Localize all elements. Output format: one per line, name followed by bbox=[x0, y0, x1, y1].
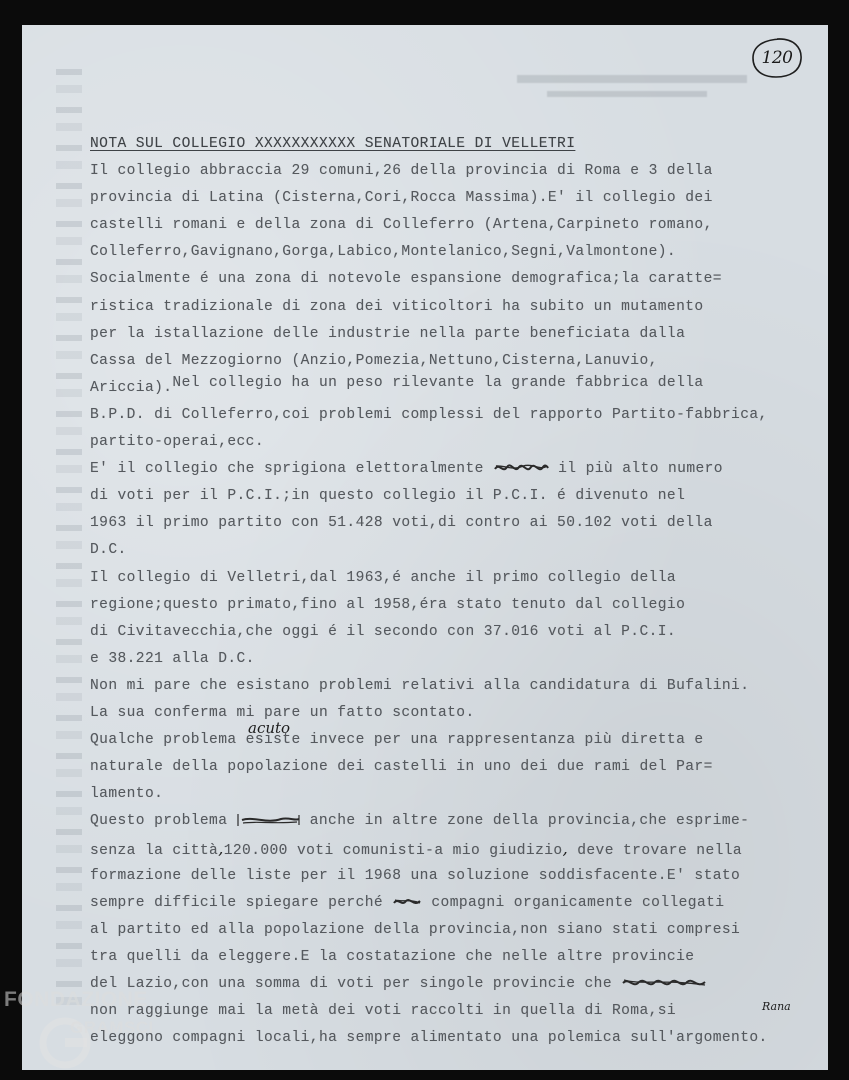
text-line: Il collegio di Velletri,dal 1963,é anche il primo collegio della bbox=[90, 569, 677, 586]
text-line bbox=[90, 456, 800, 483]
handwritten-margin-note: Rana bbox=[762, 1000, 791, 1013]
text-line: tra quelli da eleggere.E la costatazione che nelle altre provincie bbox=[90, 948, 695, 965]
text-line: per la istallazione delle industrie nella parte beneficiata dalla bbox=[90, 325, 686, 342]
strikeout-scribble-icon bbox=[621, 975, 707, 991]
text-line bbox=[90, 835, 800, 862]
text-line: Socialmente é una zona di notevole espansione demografica;la caratte= bbox=[90, 271, 722, 288]
text-fragment: Ariccia). bbox=[90, 379, 173, 396]
page-number: 120 bbox=[761, 48, 793, 68]
page-number-circle bbox=[750, 36, 804, 80]
handwritten-insertion: acuto bbox=[248, 719, 291, 737]
text-fragment: compagni organicamente collegati bbox=[431, 894, 725, 911]
text-line: Cassa del Mezzogiorno (Anzio,Pomezia,Nettuno,Cisterna,Lanuvio, bbox=[90, 352, 658, 369]
text-fragment: del Lazio,con una somma di voti per singole provincie che bbox=[90, 975, 612, 992]
handwritten-comma: , bbox=[218, 839, 224, 859]
text-line: Colleferro,Gavignano,Gorga,Labico,Montelanico,Segni,Valmontone). bbox=[90, 244, 677, 261]
text-line: di Civitavecchia,che oggi é il secondo con 37.016 voti al P.C.I. bbox=[90, 623, 677, 640]
text-line: 1963 il primo partito con 51.428 voti,di contro ai 50.102 voti della bbox=[90, 515, 713, 532]
document-title: NOTA SUL COLLEGIO XXXXXXXXXXX SENATORIALE DI VELLETRI bbox=[90, 136, 576, 152]
text-line: eleggono compagni locali,ha sempre alimentato una polemica sull'argomento. bbox=[90, 1030, 768, 1047]
watermark-line2: GRAMSCI bbox=[70, 1018, 154, 1037]
text-line: castelli romani e della zona di Colleferro (Artena,Carpineto romano, bbox=[90, 217, 713, 234]
text-fragment: sempre difficile spiegare perché bbox=[90, 894, 384, 911]
text-line: regione;questo primato,fino al 1958,éra stato tenuto dal collegio bbox=[90, 596, 686, 613]
text-line: partito-operai,ecc. bbox=[90, 434, 264, 451]
text-line: Non mi pare che esistano problemi relativi alla candidatura di Bufalini. bbox=[90, 677, 750, 694]
text-line: D.C. bbox=[90, 542, 127, 559]
text-line bbox=[90, 808, 800, 835]
text-line: Il collegio abbraccia 29 comuni,26 della provincia di Roma e 3 della bbox=[90, 163, 713, 180]
text-fragment: il più alto numero bbox=[558, 461, 723, 478]
text-line: B.P.D. di Colleferro,coi problemi complessi del rapporto Partito-fabbrica, bbox=[90, 406, 768, 423]
text-line bbox=[90, 890, 800, 917]
text-fragment: Nel collegio ha un peso rilevante la grande fabbrica della bbox=[172, 374, 704, 391]
text-line bbox=[90, 375, 800, 402]
text-line: Qualche problema esiste invece per una rappresentanza più diretta e bbox=[90, 732, 704, 749]
show-through-marks bbox=[56, 55, 82, 1015]
document-page bbox=[22, 25, 828, 1070]
text-fragment: Questo problema bbox=[90, 813, 228, 830]
typed-body bbox=[90, 131, 800, 1052]
strikeout-scribble-icon bbox=[237, 812, 301, 828]
text-line: non raggiunge mai la metà dei voti raccolti in quella di Roma,si bbox=[90, 1003, 677, 1019]
text-fragment: senza la città bbox=[90, 843, 219, 860]
text-line: e 38.221 alla D.C. bbox=[90, 650, 255, 667]
text-line: provincia di Latina (Cisterna,Cori,Rocca Massima).E' il collegio dei bbox=[90, 190, 713, 207]
watermark-line1: FONDAZIONE bbox=[4, 988, 148, 1011]
strikeout-scribble-icon bbox=[493, 460, 549, 476]
text-line: formazione delle liste per il 1968 una soluzione soddisfacente.E' stato bbox=[90, 867, 741, 884]
strikeout-scribble-icon bbox=[392, 894, 422, 910]
text-line: al partito ed alla popolazione della provincia,non siano stati compresi bbox=[90, 921, 741, 938]
text-fragment: anche in altre zone della provincia,che esprime- bbox=[309, 813, 750, 830]
text-line: di voti per il P.C.I.;in questo collegio il P.C.I. é divenuto nel bbox=[90, 488, 686, 505]
text-line: ristica tradizionale di zona dei viticoltori ha subito un mutamento bbox=[90, 298, 704, 315]
text-fragment: 120.000 voti comunisti-a mio giudizio bbox=[223, 843, 563, 860]
text-line: naturale della popolazione dei castelli in uno dei due rami del Par= bbox=[90, 759, 713, 776]
text-line: lamento. bbox=[90, 786, 164, 803]
show-through-letterhead bbox=[517, 75, 817, 115]
text-fragment: E' il collegio che sprigiona elettoralmente bbox=[90, 461, 484, 478]
text-line: La sua conferma mi pare un fatto scontato. bbox=[90, 704, 475, 721]
watermark bbox=[4, 986, 214, 1076]
text-fragment: deve trovare nella bbox=[577, 843, 743, 860]
handwritten-comma: , bbox=[562, 839, 569, 859]
